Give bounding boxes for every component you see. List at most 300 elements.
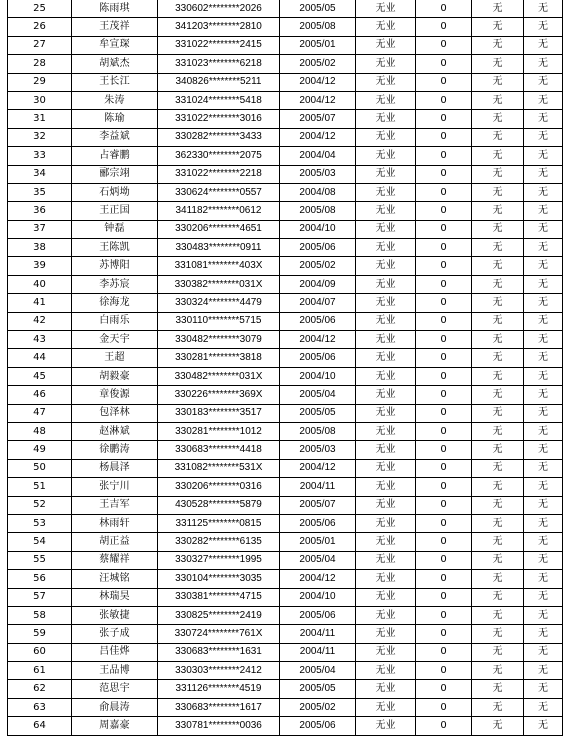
id-number: 331023********6218 — [158, 55, 280, 73]
employment-status: 无业 — [356, 239, 416, 257]
employment-status: 无业 — [356, 404, 416, 422]
flag-cell: 无 — [472, 717, 524, 735]
flag-cell: 无 — [472, 239, 524, 257]
person-name: 胡正益 — [72, 533, 158, 551]
count-cell: 0 — [416, 551, 472, 569]
birth-date: 2005/05 — [280, 0, 356, 18]
count-cell: 0 — [416, 147, 472, 165]
person-name: 李益斌 — [72, 128, 158, 146]
count-cell: 0 — [416, 18, 472, 36]
row-number: 29 — [8, 73, 72, 91]
person-name: 徐鹏涛 — [72, 441, 158, 459]
flag-cell: 无 — [524, 349, 563, 367]
row-number: 27 — [8, 36, 72, 54]
count-cell: 0 — [416, 349, 472, 367]
table-row — [8, 478, 563, 496]
birth-date: 2005/04 — [280, 386, 356, 404]
count-cell: 0 — [416, 367, 472, 385]
employment-status: 无业 — [356, 257, 416, 275]
id-number: 330683********1617 — [158, 698, 280, 716]
employment-status: 无业 — [356, 147, 416, 165]
birth-date: 2005/03 — [280, 165, 356, 183]
person-name: 吕佳烨 — [72, 643, 158, 661]
person-name: 赵淋斌 — [72, 422, 158, 440]
count-cell: 0 — [416, 680, 472, 698]
table-row — [8, 36, 563, 54]
table-row — [8, 91, 563, 109]
row-number: 62 — [8, 680, 72, 698]
birth-date: 2005/05 — [280, 404, 356, 422]
person-name: 牟宣琛 — [72, 36, 158, 54]
id-number: 330226********369X — [158, 386, 280, 404]
count-cell: 0 — [416, 533, 472, 551]
id-number: 331126********4519 — [158, 680, 280, 698]
employment-status: 无业 — [356, 588, 416, 606]
row-number: 47 — [8, 404, 72, 422]
row-number: 49 — [8, 441, 72, 459]
flag-cell: 无 — [472, 496, 524, 514]
employment-status: 无业 — [356, 459, 416, 477]
flag-cell: 无 — [472, 55, 524, 73]
table-row — [8, 643, 563, 661]
row-number: 34 — [8, 165, 72, 183]
table-row — [8, 698, 563, 716]
employment-status: 无业 — [356, 36, 416, 54]
id-number: 330482********3079 — [158, 331, 280, 349]
flag-cell: 无 — [472, 404, 524, 422]
flag-cell: 无 — [524, 257, 563, 275]
row-number: 26 — [8, 18, 72, 36]
id-number: 330724********761X — [158, 625, 280, 643]
employment-status: 无业 — [356, 625, 416, 643]
flag-cell: 无 — [472, 312, 524, 330]
count-cell: 0 — [416, 294, 472, 312]
table-row — [8, 331, 563, 349]
row-number: 39 — [8, 257, 72, 275]
birth-date: 2004/08 — [280, 183, 356, 201]
birth-date: 2005/06 — [280, 514, 356, 532]
flag-cell: 无 — [472, 183, 524, 201]
flag-cell: 无 — [524, 294, 563, 312]
row-number: 43 — [8, 331, 72, 349]
birth-date: 2004/10 — [280, 588, 356, 606]
birth-date: 2005/02 — [280, 55, 356, 73]
person-name: 徐海龙 — [72, 294, 158, 312]
person-name: 王茂祥 — [72, 18, 158, 36]
birth-date: 2005/02 — [280, 257, 356, 275]
count-cell: 0 — [416, 36, 472, 54]
table-row — [8, 257, 563, 275]
flag-cell: 无 — [524, 625, 563, 643]
id-number: 330683********1631 — [158, 643, 280, 661]
row-number: 54 — [8, 533, 72, 551]
birth-date: 2005/07 — [280, 110, 356, 128]
table-row — [8, 422, 563, 440]
flag-cell: 无 — [524, 91, 563, 109]
id-number: 330282********3433 — [158, 128, 280, 146]
table-row — [8, 294, 563, 312]
birth-date: 2004/07 — [280, 294, 356, 312]
table-row — [8, 202, 563, 220]
row-number: 46 — [8, 386, 72, 404]
count-cell: 0 — [416, 404, 472, 422]
employment-status: 无业 — [356, 55, 416, 73]
count-cell: 0 — [416, 441, 472, 459]
id-number: 330483********0911 — [158, 239, 280, 257]
employment-status: 无业 — [356, 514, 416, 532]
count-cell: 0 — [416, 312, 472, 330]
row-number: 64 — [8, 717, 72, 735]
flag-cell: 无 — [472, 18, 524, 36]
person-name: 汪城铭 — [72, 570, 158, 588]
birth-date: 2004/12 — [280, 91, 356, 109]
row-number: 60 — [8, 643, 72, 661]
row-number: 31 — [8, 110, 72, 128]
id-number: 341203********2810 — [158, 18, 280, 36]
table-row — [8, 514, 563, 532]
employment-status: 无业 — [356, 717, 416, 735]
flag-cell: 无 — [524, 459, 563, 477]
id-number: 330624********0557 — [158, 183, 280, 201]
birth-date: 2004/12 — [280, 331, 356, 349]
count-cell: 0 — [416, 717, 472, 735]
birth-date: 2004/12 — [280, 459, 356, 477]
person-name: 章俊源 — [72, 386, 158, 404]
flag-cell: 无 — [472, 294, 524, 312]
person-name: 苏博阳 — [72, 257, 158, 275]
flag-cell: 无 — [524, 717, 563, 735]
birth-date: 2004/11 — [280, 643, 356, 661]
count-cell: 0 — [416, 588, 472, 606]
row-number: 50 — [8, 459, 72, 477]
table-row — [8, 110, 563, 128]
person-name: 包泽林 — [72, 404, 158, 422]
flag-cell: 无 — [524, 312, 563, 330]
employment-status: 无业 — [356, 18, 416, 36]
employment-status: 无业 — [356, 698, 416, 716]
person-name: 王品博 — [72, 662, 158, 680]
row-number: 40 — [8, 275, 72, 293]
flag-cell: 无 — [524, 514, 563, 532]
flag-cell: 无 — [472, 165, 524, 183]
employment-status: 无业 — [356, 0, 416, 18]
person-name: 王超 — [72, 349, 158, 367]
employment-status: 无业 — [356, 183, 416, 201]
id-number: 330110********5715 — [158, 312, 280, 330]
table-row — [8, 128, 563, 146]
flag-cell: 无 — [524, 183, 563, 201]
table-row — [8, 18, 563, 36]
birth-date: 2005/03 — [280, 441, 356, 459]
birth-date: 2005/06 — [280, 606, 356, 624]
employment-status: 无业 — [356, 367, 416, 385]
row-number: 35 — [8, 183, 72, 201]
flag-cell: 无 — [524, 73, 563, 91]
count-cell: 0 — [416, 128, 472, 146]
row-number: 33 — [8, 147, 72, 165]
row-number: 55 — [8, 551, 72, 569]
employment-status: 无业 — [356, 478, 416, 496]
id-number: 331082********531X — [158, 459, 280, 477]
employment-status: 无业 — [356, 643, 416, 661]
flag-cell: 无 — [524, 110, 563, 128]
row-number: 45 — [8, 367, 72, 385]
employment-status: 无业 — [356, 533, 416, 551]
flag-cell: 无 — [524, 662, 563, 680]
person-name: 俞晨涛 — [72, 698, 158, 716]
flag-cell: 无 — [524, 422, 563, 440]
flag-cell: 无 — [472, 128, 524, 146]
person-name: 占睿鹏 — [72, 147, 158, 165]
id-number: 331022********2415 — [158, 36, 280, 54]
person-name: 王长江 — [72, 73, 158, 91]
id-number: 330381********4715 — [158, 588, 280, 606]
id-number: 340826********5211 — [158, 73, 280, 91]
birth-date: 2005/08 — [280, 422, 356, 440]
row-number: 36 — [8, 202, 72, 220]
table-row — [8, 551, 563, 569]
employment-status: 无业 — [356, 606, 416, 624]
employment-status: 无业 — [356, 294, 416, 312]
id-number: 330206********4651 — [158, 220, 280, 238]
id-number: 330281********3818 — [158, 349, 280, 367]
flag-cell: 无 — [472, 533, 524, 551]
flag-cell: 无 — [524, 588, 563, 606]
flag-cell: 无 — [524, 55, 563, 73]
flag-cell: 无 — [472, 257, 524, 275]
flag-cell: 无 — [472, 331, 524, 349]
person-name: 王陈凯 — [72, 239, 158, 257]
person-name: 金天宇 — [72, 331, 158, 349]
flag-cell: 无 — [524, 165, 563, 183]
table-row — [8, 606, 563, 624]
count-cell: 0 — [416, 386, 472, 404]
count-cell: 0 — [416, 0, 472, 18]
birth-date: 2005/07 — [280, 496, 356, 514]
flag-cell: 无 — [472, 698, 524, 716]
table-row — [8, 165, 563, 183]
row-number: 25 — [8, 0, 72, 18]
person-name: 蔡耀祥 — [72, 551, 158, 569]
flag-cell: 无 — [472, 386, 524, 404]
id-number: 430528********5879 — [158, 496, 280, 514]
employment-status: 无业 — [356, 128, 416, 146]
flag-cell: 无 — [524, 643, 563, 661]
birth-date: 2005/01 — [280, 533, 356, 551]
row-number: 51 — [8, 478, 72, 496]
count-cell: 0 — [416, 257, 472, 275]
count-cell: 0 — [416, 73, 472, 91]
flag-cell: 无 — [524, 606, 563, 624]
employment-status: 无业 — [356, 202, 416, 220]
flag-cell: 无 — [472, 91, 524, 109]
flag-cell: 无 — [472, 275, 524, 293]
person-name: 陈瑜 — [72, 110, 158, 128]
row-number: 32 — [8, 128, 72, 146]
flag-cell: 无 — [472, 643, 524, 661]
row-number: 42 — [8, 312, 72, 330]
employment-status: 无业 — [356, 220, 416, 238]
table-row — [8, 220, 563, 238]
person-name: 胡斌杰 — [72, 55, 158, 73]
id-number: 330825********2419 — [158, 606, 280, 624]
id-number: 330183********3517 — [158, 404, 280, 422]
count-cell: 0 — [416, 165, 472, 183]
row-number: 41 — [8, 294, 72, 312]
birth-date: 2005/01 — [280, 36, 356, 54]
count-cell: 0 — [416, 202, 472, 220]
person-name: 钟磊 — [72, 220, 158, 238]
count-cell: 0 — [416, 55, 472, 73]
table-row — [8, 459, 563, 477]
flag-cell: 无 — [524, 680, 563, 698]
flag-cell: 无 — [524, 570, 563, 588]
birth-date: 2005/04 — [280, 662, 356, 680]
flag-cell: 无 — [472, 606, 524, 624]
flag-cell: 无 — [524, 202, 563, 220]
table-row — [8, 441, 563, 459]
person-name: 张宁川 — [72, 478, 158, 496]
birth-date: 2004/11 — [280, 478, 356, 496]
table-row — [8, 312, 563, 330]
id-number: 330104********3035 — [158, 570, 280, 588]
row-number: 53 — [8, 514, 72, 532]
flag-cell: 无 — [524, 533, 563, 551]
birth-date: 2004/09 — [280, 275, 356, 293]
count-cell: 0 — [416, 110, 472, 128]
flag-cell: 无 — [524, 331, 563, 349]
row-number: 52 — [8, 496, 72, 514]
id-number: 362330********2075 — [158, 147, 280, 165]
row-number: 38 — [8, 239, 72, 257]
flag-cell: 无 — [524, 220, 563, 238]
employment-status: 无业 — [356, 165, 416, 183]
employment-status: 无业 — [356, 73, 416, 91]
count-cell: 0 — [416, 514, 472, 532]
id-number: 330206********0316 — [158, 478, 280, 496]
person-name: 胡毅豪 — [72, 367, 158, 385]
person-name: 张子成 — [72, 625, 158, 643]
birth-date: 2004/12 — [280, 570, 356, 588]
employment-status: 无业 — [356, 496, 416, 514]
flag-cell: 无 — [472, 662, 524, 680]
birth-date: 2004/10 — [280, 367, 356, 385]
row-number: 28 — [8, 55, 72, 73]
employment-status: 无业 — [356, 386, 416, 404]
id-number: 331125********0815 — [158, 514, 280, 532]
flag-cell: 无 — [472, 422, 524, 440]
person-name: 范思宇 — [72, 680, 158, 698]
person-name: 王吉军 — [72, 496, 158, 514]
row-number: 37 — [8, 220, 72, 238]
birth-date: 2005/06 — [280, 349, 356, 367]
flag-cell: 无 — [524, 698, 563, 716]
employment-status: 无业 — [356, 422, 416, 440]
id-number: 330281********1012 — [158, 422, 280, 440]
birth-date: 2005/08 — [280, 202, 356, 220]
employment-status: 无业 — [356, 662, 416, 680]
count-cell: 0 — [416, 220, 472, 238]
employment-status: 无业 — [356, 570, 416, 588]
flag-cell: 无 — [524, 404, 563, 422]
row-number: 56 — [8, 570, 72, 588]
flag-cell: 无 — [472, 459, 524, 477]
count-cell: 0 — [416, 570, 472, 588]
table-row — [8, 680, 563, 698]
count-cell: 0 — [416, 698, 472, 716]
count-cell: 0 — [416, 239, 472, 257]
flag-cell: 无 — [472, 570, 524, 588]
birth-date: 2005/05 — [280, 680, 356, 698]
table-row — [8, 662, 563, 680]
table-row — [8, 183, 563, 201]
id-number: 331022********2218 — [158, 165, 280, 183]
row-number: 59 — [8, 625, 72, 643]
id-number: 330683********4418 — [158, 441, 280, 459]
table-row — [8, 717, 563, 735]
birth-date: 2004/11 — [280, 625, 356, 643]
table-row — [8, 73, 563, 91]
flag-cell: 无 — [524, 367, 563, 385]
birth-date: 2004/12 — [280, 128, 356, 146]
id-number: 330324********4479 — [158, 294, 280, 312]
flag-cell: 无 — [524, 496, 563, 514]
person-name: 郦宗翊 — [72, 165, 158, 183]
table-row — [8, 349, 563, 367]
flag-cell: 无 — [524, 18, 563, 36]
flag-cell: 无 — [472, 36, 524, 54]
flag-cell: 无 — [524, 386, 563, 404]
person-name: 林瑞昊 — [72, 588, 158, 606]
count-cell: 0 — [416, 422, 472, 440]
count-cell: 0 — [416, 91, 472, 109]
roster-body — [8, 0, 563, 735]
flag-cell: 无 — [472, 0, 524, 18]
person-name: 林雨轩 — [72, 514, 158, 532]
flag-cell: 无 — [524, 128, 563, 146]
birth-date: 2005/06 — [280, 312, 356, 330]
employment-status: 无业 — [356, 441, 416, 459]
employment-status: 无业 — [356, 680, 416, 698]
count-cell: 0 — [416, 662, 472, 680]
flag-cell: 无 — [524, 36, 563, 54]
person-name: 陈雨琪 — [72, 0, 158, 18]
count-cell: 0 — [416, 496, 472, 514]
count-cell: 0 — [416, 275, 472, 293]
id-number: 330382********031X — [158, 275, 280, 293]
row-number: 44 — [8, 349, 72, 367]
flag-cell: 无 — [472, 680, 524, 698]
id-number: 330781********0036 — [158, 717, 280, 735]
flag-cell: 无 — [472, 625, 524, 643]
count-cell: 0 — [416, 183, 472, 201]
table-row — [8, 496, 563, 514]
table-row — [8, 275, 563, 293]
row-number: 63 — [8, 698, 72, 716]
id-number: 330602********2026 — [158, 0, 280, 18]
employment-status: 无业 — [356, 312, 416, 330]
table-row — [8, 239, 563, 257]
flag-cell: 无 — [524, 551, 563, 569]
flag-cell: 无 — [524, 239, 563, 257]
birth-date: 2005/06 — [280, 717, 356, 735]
row-number: 57 — [8, 588, 72, 606]
row-number: 30 — [8, 91, 72, 109]
person-name: 石炳坳 — [72, 183, 158, 201]
id-number: 341182********0612 — [158, 202, 280, 220]
employment-status: 无业 — [356, 275, 416, 293]
row-number: 58 — [8, 606, 72, 624]
